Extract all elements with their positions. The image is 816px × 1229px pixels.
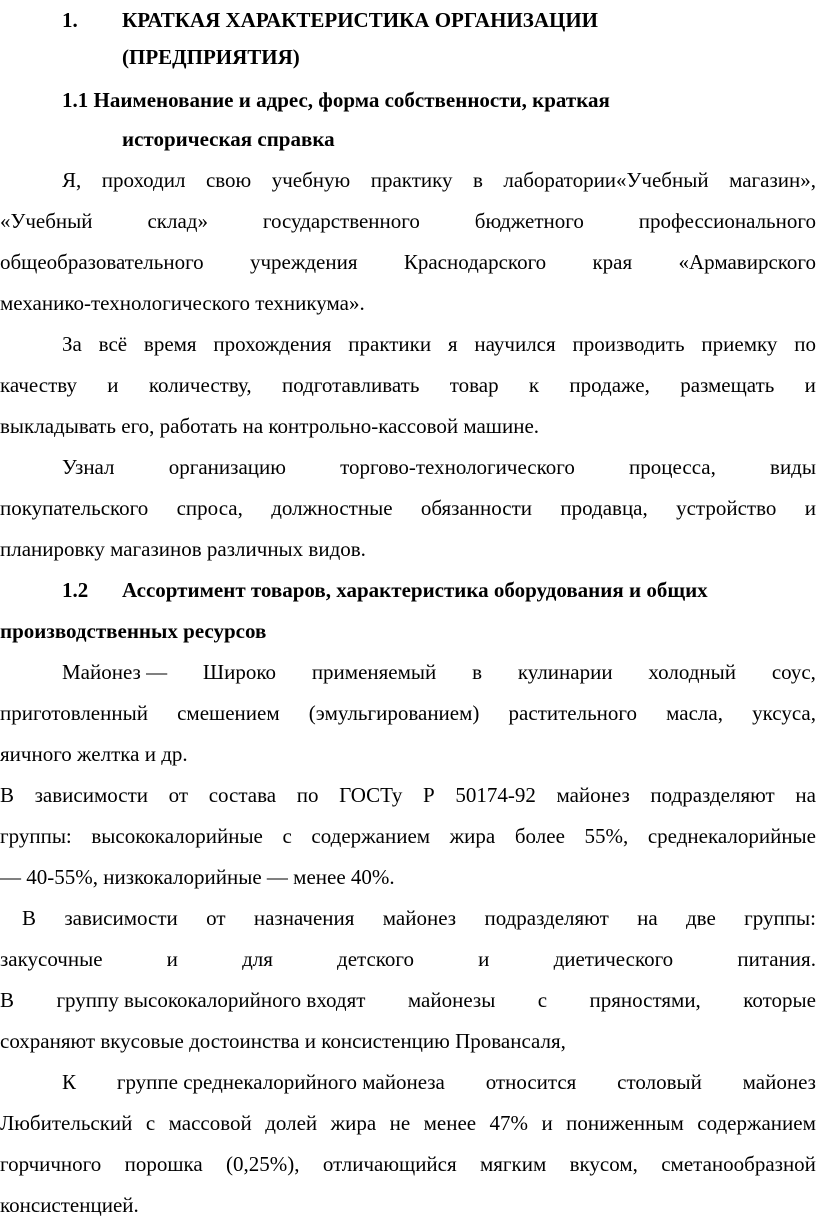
word: Р [423, 783, 435, 807]
word: «Армавирского [678, 250, 816, 274]
word: на [795, 783, 816, 807]
heading-1-2-line-1: Ассортимент товаров, характеристика оборудования и общих [122, 578, 708, 602]
word: Майонез — [62, 660, 168, 684]
word: не [389, 1111, 411, 1135]
word: ГОСТу [339, 783, 403, 807]
word: К [62, 1070, 77, 1094]
p6-line [0, 947, 816, 971]
word: «Учебный [0, 209, 93, 233]
word: столовый [617, 1070, 702, 1094]
word: майонез [742, 1070, 816, 1094]
word: качеству [0, 373, 77, 397]
word: жира [449, 824, 496, 848]
p1-line [0, 168, 816, 192]
word: всё [98, 332, 128, 356]
word: в [472, 660, 483, 684]
word: растительного [508, 701, 637, 725]
word: производить [572, 332, 685, 356]
word: от [168, 783, 189, 807]
word: Узнал [62, 455, 115, 479]
p2-line [0, 332, 816, 356]
p6-line: сохраняют вкусовые достоинства и консистенцию Провансаля, [0, 1029, 566, 1053]
p7-line: консистенцией. [0, 1193, 139, 1217]
word: с [282, 824, 292, 848]
p7-line [0, 1152, 816, 1176]
word: майонезы [407, 988, 496, 1012]
word: покупательского [0, 496, 149, 520]
word: 47% [489, 1111, 529, 1135]
word: подготавливать [281, 373, 420, 397]
heading-1-1-line-1: 1.1 Наименование и адрес, форма собственности, краткая [62, 88, 610, 112]
word: За [62, 332, 82, 356]
word: среднекалорийные [647, 824, 816, 848]
word: мягким [479, 1152, 547, 1176]
word: В [0, 988, 15, 1012]
word: группе среднекалорийного майонеза [116, 1070, 445, 1094]
word: магазин», [729, 168, 816, 192]
word: пониженным [566, 1111, 684, 1135]
word: количеству, [148, 373, 252, 397]
p3-line: планировку магазинов различных видов. [0, 537, 366, 561]
word: масла, [666, 701, 723, 725]
p4-line [0, 660, 816, 684]
word: смешением [177, 701, 280, 725]
word: и [478, 947, 490, 971]
word: подразделяют [484, 906, 609, 930]
word: на [637, 906, 658, 930]
word: сметанообразной [661, 1152, 816, 1176]
word: и [107, 373, 119, 397]
word: научился [474, 332, 556, 356]
word: процесса, [629, 455, 716, 479]
p1-line: механико-технологического техникума». [0, 291, 365, 315]
p3-line [0, 455, 816, 479]
word: кулинарии [517, 660, 613, 684]
word: майонез [556, 783, 630, 807]
word: группу высококалорийного входят [56, 988, 366, 1012]
heading-1-2-line-2: производственных ресурсов [0, 619, 267, 643]
word: группы: [0, 824, 72, 848]
word: диетического [553, 947, 674, 971]
word: лаборатории«Учебный [503, 168, 709, 192]
word: Любительский [0, 1111, 133, 1135]
word: майонез [382, 906, 457, 930]
word: продаже, [569, 373, 650, 397]
heading-1-number: 1. [62, 8, 78, 32]
word: менее [423, 1111, 477, 1135]
word: свою [205, 168, 252, 192]
word: спроса, [176, 496, 243, 520]
word: учебную [271, 168, 351, 192]
word: Краснодарского [403, 250, 547, 274]
word: 50174-92 [455, 783, 536, 807]
p3-line [0, 496, 816, 520]
word: Широко [202, 660, 276, 684]
word: размещать [680, 373, 775, 397]
word: общеобразовательного [0, 250, 204, 274]
word: проходил [101, 168, 186, 192]
word: и [166, 947, 178, 971]
word: к [528, 373, 540, 397]
word: практики [348, 332, 432, 356]
heading-1-1-line-2: историческая справка [122, 127, 335, 151]
word: уксуса, [752, 701, 816, 725]
p2-line [0, 373, 816, 397]
word: 55%, [584, 824, 629, 848]
word: организацию [168, 455, 286, 479]
p7-line [0, 1070, 816, 1094]
word: соус, [771, 660, 816, 684]
word: учреждения [249, 250, 358, 274]
word: вкусом, [569, 1152, 638, 1176]
word: приготовленный [0, 701, 148, 725]
word: высококалорийные [91, 824, 263, 848]
word: которые [743, 988, 816, 1012]
word: детского [337, 947, 415, 971]
heading-1-line-1: КРАТКАЯ ХАРАКТЕРИСТИКА ОРГАНИЗАЦИИ [122, 8, 599, 32]
word: жира [330, 1111, 377, 1135]
word: группы: [744, 906, 816, 930]
p5-line [0, 783, 816, 807]
word: пряностями, [589, 988, 701, 1012]
word: с [537, 988, 548, 1012]
word: обязанности [420, 496, 533, 520]
word: питания. [737, 947, 816, 971]
word: Я, [62, 168, 82, 192]
p5-line [0, 824, 816, 848]
word: в [473, 168, 483, 192]
word: (эмульгированием) [308, 701, 480, 725]
word: зависимости [64, 906, 178, 930]
word: прохождения [213, 332, 332, 356]
word: должностные [271, 496, 393, 520]
word: края [592, 250, 633, 274]
heading-1-2-number: 1.2 [62, 578, 89, 602]
p4-line: яичного желтка и др. [0, 742, 188, 766]
word: содержанием [697, 1111, 816, 1135]
word: по [794, 332, 816, 356]
word: для [242, 947, 273, 971]
word: горчичного [0, 1152, 102, 1176]
word: содержанием [311, 824, 431, 848]
word: бюджетного [474, 209, 584, 233]
word: продавца, [560, 496, 648, 520]
p2-line: выкладывать его, работать на контрольно-кассовой машине. [0, 414, 540, 438]
word: государственного [262, 209, 420, 233]
p6-line [0, 988, 816, 1012]
word: (0,25%), [226, 1152, 300, 1176]
word: порошка [124, 1152, 203, 1176]
word: с [145, 1111, 156, 1135]
word: и [804, 496, 816, 520]
word: холодный [648, 660, 736, 684]
word: по [296, 783, 319, 807]
word: и [804, 373, 816, 397]
word: устройство [676, 496, 777, 520]
word: подразделяют [650, 783, 775, 807]
word: назначения [253, 906, 355, 930]
word: две [686, 906, 716, 930]
word: приемку [701, 332, 778, 356]
word: В [22, 906, 37, 930]
word: и [541, 1111, 553, 1135]
word: массовой [168, 1111, 252, 1135]
word: состава [208, 783, 277, 807]
word: товар [449, 373, 499, 397]
p1-line [0, 250, 816, 274]
p4-line [0, 701, 816, 725]
word: склад» [147, 209, 208, 233]
word: долей [265, 1111, 318, 1135]
word: от [206, 906, 226, 930]
p5-line: — 40-55%, низкокалорийные — менее 40%. [0, 865, 395, 889]
word: виды [770, 455, 816, 479]
p1-line [0, 209, 816, 233]
word: время [143, 332, 197, 356]
word: торгово-технологического [340, 455, 575, 479]
heading-1-line-2: (ПРЕДПРИЯТИЯ) [122, 45, 300, 69]
word: практику [370, 168, 453, 192]
word: В [0, 783, 15, 807]
word: закусочные [0, 947, 103, 971]
word: более [514, 824, 565, 848]
word: я [447, 332, 458, 356]
word: относится [485, 1070, 577, 1094]
word: профессионального [638, 209, 816, 233]
word: зависимости [34, 783, 149, 807]
p6-line [0, 906, 816, 930]
word: применяемый [311, 660, 437, 684]
p7-line [0, 1111, 816, 1135]
word: отличающийся [322, 1152, 457, 1176]
